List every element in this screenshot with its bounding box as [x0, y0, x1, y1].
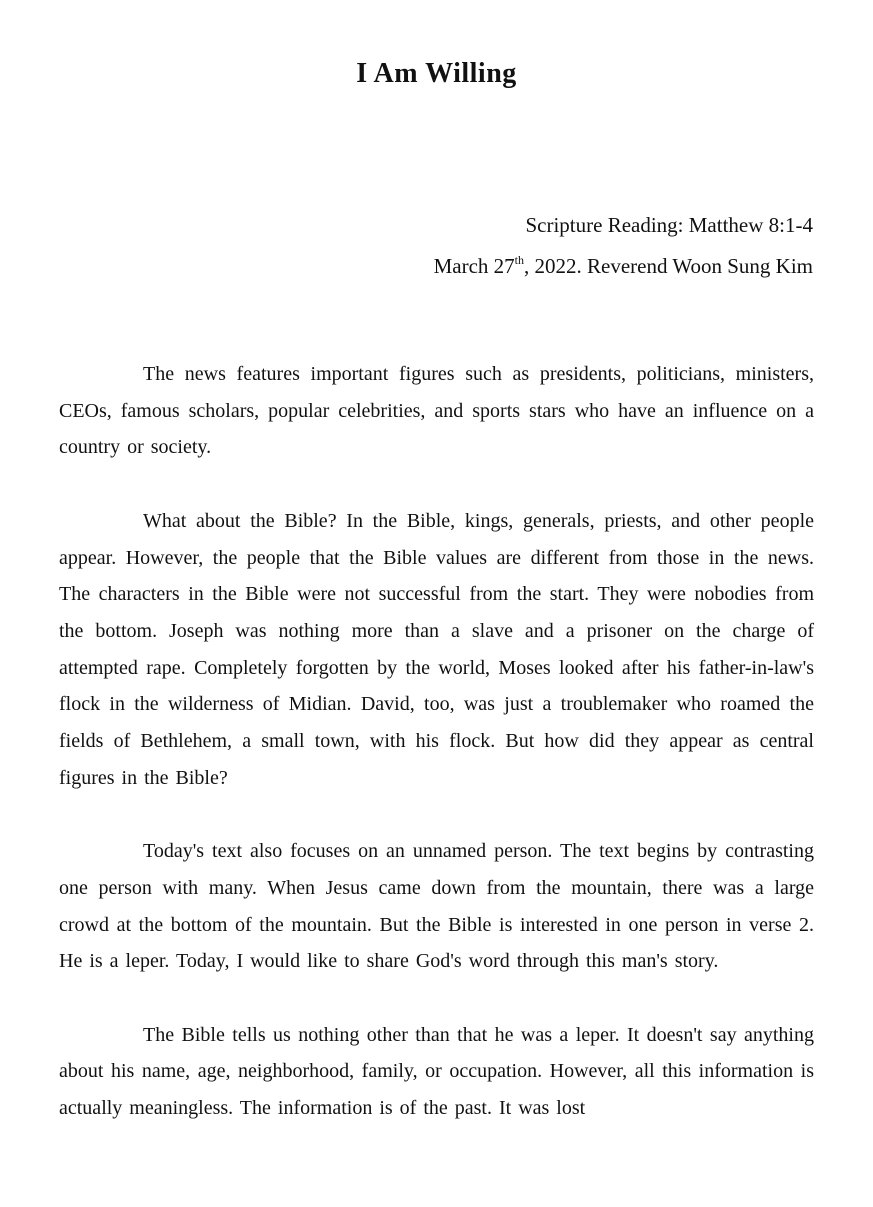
paragraph-3: Today's text also focuses on an unnamed person. The text begins by contrasting one person with many. When Jesus came down from the mountain, there was a large crowd at the bottom of the mountain. But the Bible is interested in one person in verse 2. He is a leper. Today, I would like to share God's word through this man's story. — [59, 840, 814, 973]
page-title: I Am Willing — [356, 58, 517, 89]
sermon-meta — [434, 205, 813, 290]
paragraph-2: What about the Bible? In the Bible, kings, generals, priests, and other people appear. However, the people that the Bible values are different from those in the news. The characters in the Bible were not successful from the start. They were nobodies from the bottom. Joseph was nothing more than a slave and a prisoner on the charge of attempted rape. Completely forgotten by the world, Moses looked after his father-in-law's flock in the wilderness of Midian. David, too, was just a troublemaker who roamed the fields of Bethlehem, a small town, with his flock. But how did they appear as central figures in the Bible? — [59, 509, 814, 789]
sermon-body — [59, 356, 814, 1163]
scripture-reading: Scripture Reading: Matthew 8:1-4 — [525, 213, 813, 237]
paragraph-4: The Bible tells us nothing other than that he was a leper. It doesn't say anything about his name, age, neighborhood, family, or occupation. However, all this information is actually meaningless. The information is of the past. It was lost — [59, 1023, 814, 1120]
date-prefix: March 27 — [433, 254, 515, 278]
date-ordinal-suffix: th — [514, 253, 524, 267]
date-and-author — [434, 246, 813, 290]
date-suffix-author: , 2022. Reverend Woon Sung Kim — [524, 254, 813, 278]
paragraph-1: The news features important figures such as presidents, politicians, ministers, CEOs, famous scholars, popular celebrities, and sports stars who have an influence on a country or society. — [59, 363, 814, 459]
